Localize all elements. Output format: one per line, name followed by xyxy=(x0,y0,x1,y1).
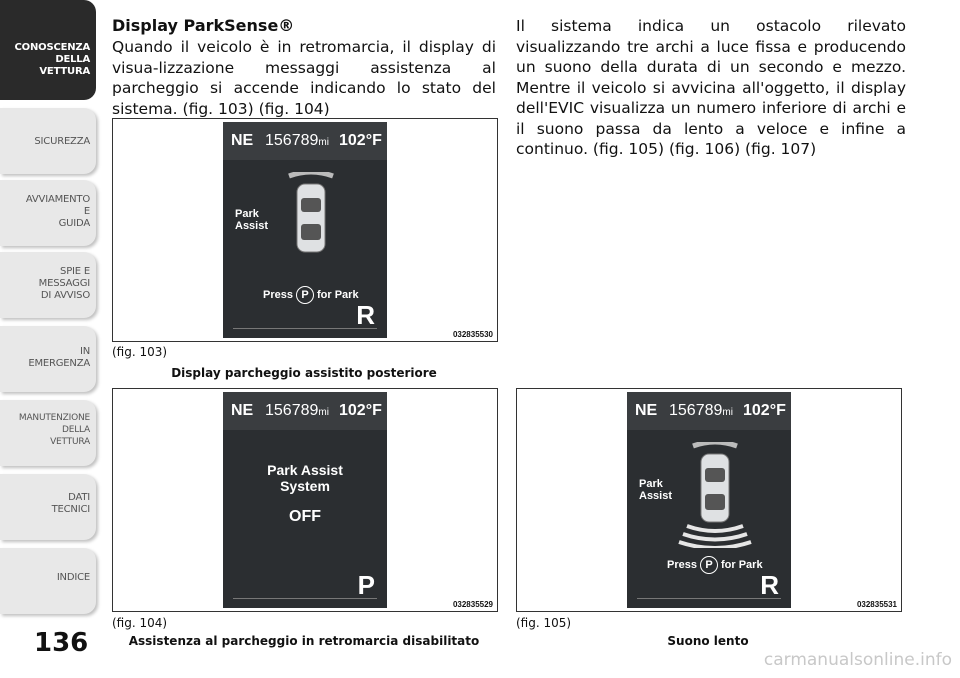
tab-manutenzione[interactable] xyxy=(0,400,96,466)
car-top-view-icon xyxy=(677,442,753,548)
figure-title: Suono lento xyxy=(667,634,749,648)
temperature: 102°F xyxy=(339,402,382,419)
temperature: 102°F xyxy=(339,132,382,149)
description-paragraph: Il sistema indica un ostacolo rilevato visualizzando tre archi a luce fissa e producendo un suono della durata di un secondo e mezzo. Mentre il veicolo si avvicina all'oggetto, il display dell'EVIC visualizza un numero inferiore di archi e il suono passa da lento a veloce e infine a continuo. (fig. 105) (fig. 106) (fig. 107) xyxy=(516,17,906,158)
car-top-view-icon xyxy=(283,172,339,264)
compass-heading: NE xyxy=(231,132,254,149)
figure-title: Assistenza al parcheggio in retromarcia disabilitato xyxy=(128,634,480,648)
tab-sicurezza[interactable] xyxy=(0,108,96,174)
evic-display xyxy=(223,392,387,608)
watermark: carmanualsonline.info xyxy=(763,650,952,670)
tab-label: AVVIAMENTO E GUIDA xyxy=(25,194,90,229)
press-p-prompt: Press P for Park xyxy=(263,286,359,304)
gear-indicator: R xyxy=(356,300,375,330)
display-status-bar xyxy=(627,392,791,430)
gear-indicator: R xyxy=(760,570,779,600)
evic-display xyxy=(223,122,387,338)
tab-in-emergenza[interactable] xyxy=(0,326,96,392)
temperature: 102°F xyxy=(743,402,786,419)
tab-label: SICUREZZA xyxy=(34,136,90,147)
tab-dati-tecnici[interactable] xyxy=(0,474,96,540)
system-status: OFF xyxy=(289,508,321,525)
evic-display xyxy=(627,392,791,608)
odometer: 156789mi xyxy=(669,402,733,419)
display-status-bar xyxy=(223,392,387,430)
image-code: 032835530 xyxy=(452,330,493,339)
tab-conoscenza-della-vettura[interactable] xyxy=(0,0,96,100)
display-status-bar xyxy=(223,122,387,160)
figure-ref: (fig. 103) xyxy=(112,345,168,359)
intro-paragraph: Quando il veicolo è in retromarcia, il display di visua-lizzazione messaggi assistenza al parcheggio si accende indicando lo stato del sistema. (fig. 103) (fig. 104) xyxy=(112,38,496,118)
tab-label: INDICE xyxy=(56,572,90,583)
park-assist-system-label: Park Assist System xyxy=(267,462,343,494)
tab-indice[interactable] xyxy=(0,548,96,614)
odometer: 156789mi xyxy=(265,132,329,149)
compass-heading: NE xyxy=(635,402,658,419)
park-assist-label: Park Assist xyxy=(639,478,673,502)
tab-label: MANUTENZIONE DELLA VETTURA xyxy=(18,413,90,447)
odometer: 156789mi xyxy=(265,402,329,419)
tab-label: DATI TECNICI xyxy=(51,492,90,515)
tab-label: IN EMERGENZA xyxy=(28,346,90,369)
divider xyxy=(233,598,377,599)
tab-label: SPIE E MESSAGGI DI AVVISO xyxy=(38,266,90,301)
gear-indicator: P xyxy=(357,570,375,600)
figure-103 xyxy=(112,118,498,342)
image-code: 032835531 xyxy=(856,600,897,609)
tab-avviamento-e-guida[interactable] xyxy=(0,180,96,246)
figure-104 xyxy=(112,388,498,612)
figure-ref: (fig. 104) xyxy=(112,616,168,630)
compass-heading: NE xyxy=(231,402,254,419)
park-assist-label: Park Assist xyxy=(235,208,269,232)
tab-spie-e-messaggi[interactable] xyxy=(0,252,96,318)
press-p-prompt: Press P for Park xyxy=(667,556,763,574)
figure-ref: (fig. 105) xyxy=(516,616,572,630)
section-title: Display ParkSense® xyxy=(112,16,295,35)
page-number: 136 xyxy=(34,628,89,658)
figure-105 xyxy=(516,388,902,612)
tab-label: CONOSCENZA DELLA VETTURA xyxy=(14,42,90,77)
figure-title: Display parcheggio assistito posteriore xyxy=(171,366,437,380)
image-code: 032835529 xyxy=(452,600,493,609)
